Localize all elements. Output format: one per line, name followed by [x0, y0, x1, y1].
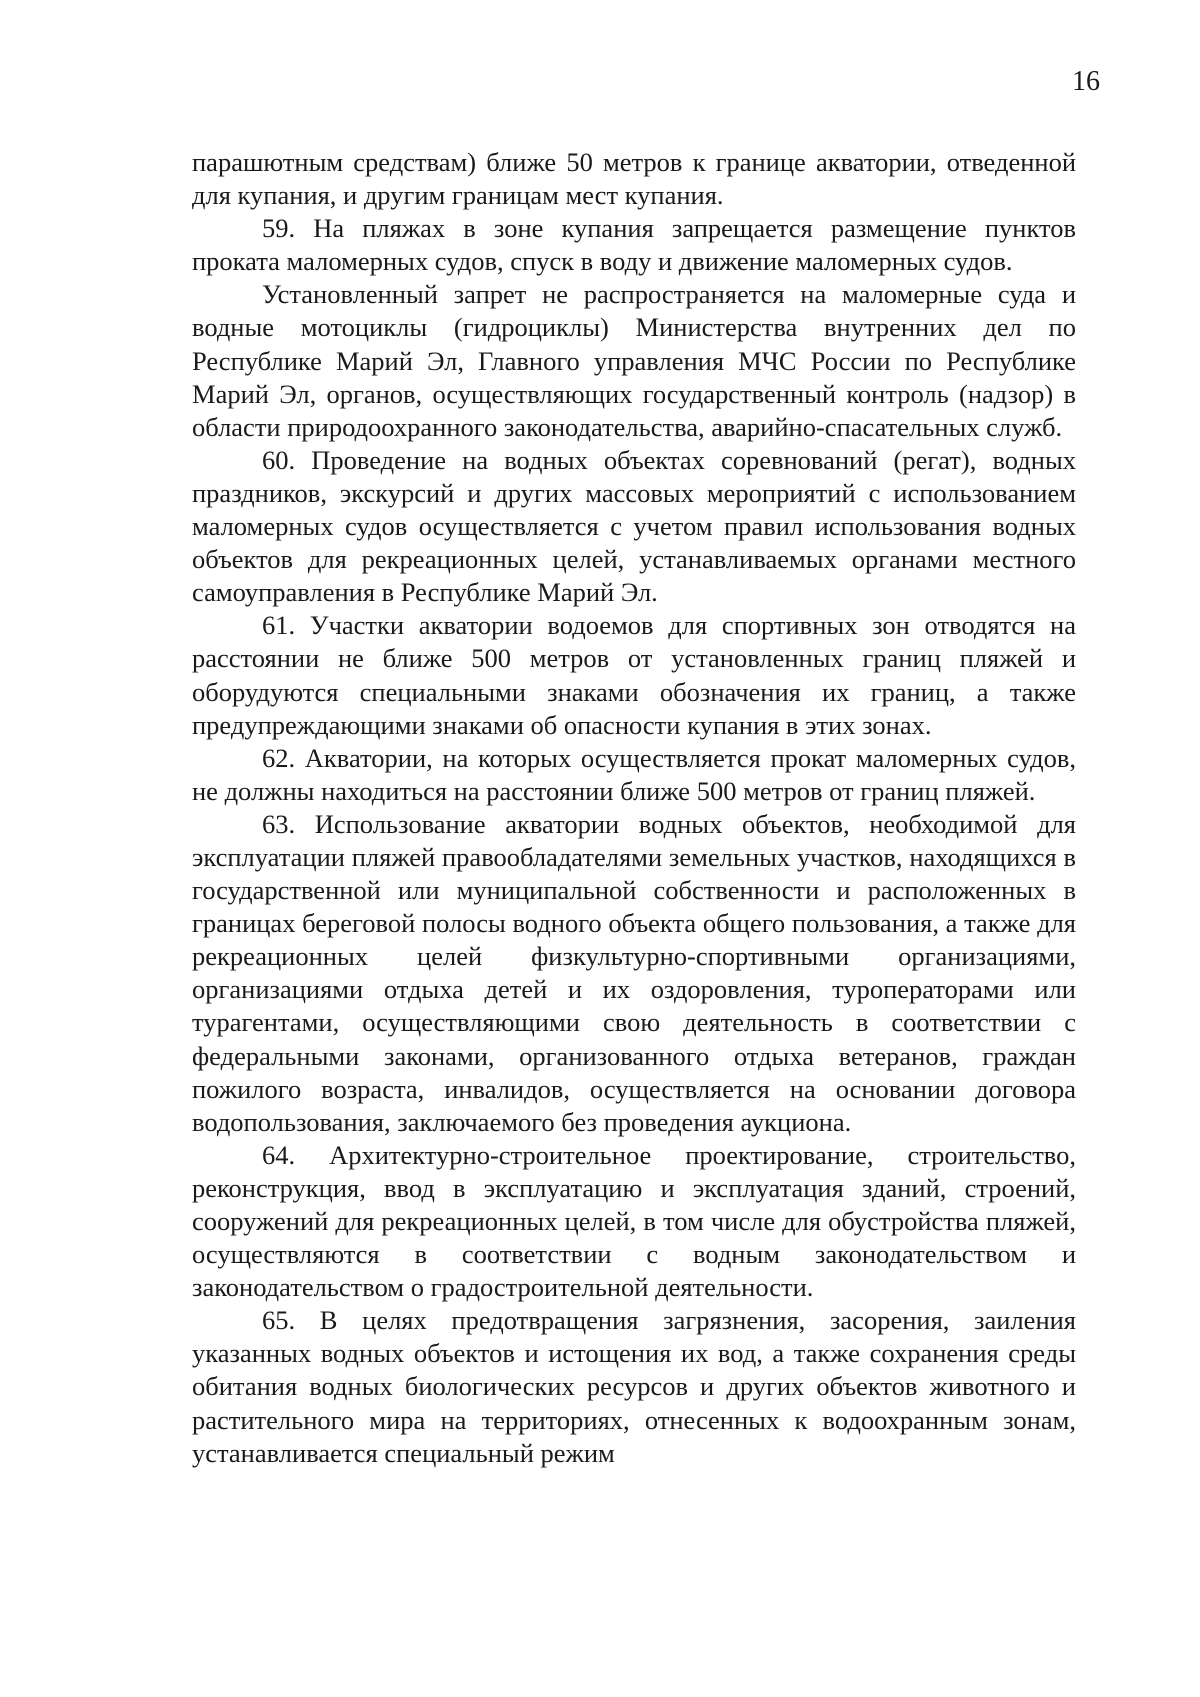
paragraph-59: 59. На пляжах в зоне купания запрещается размещение пунктов проката маломерных судов, спуск в воду и движение маломерных судов.	[192, 213, 1076, 277]
paragraph-59-ban-exception: Установленный запрет не распространяется на маломерные суда и водные мотоциклы (гидроциклы) Министерства внутренних дел по Республике Марий Эл, Главного управления МЧС России по Республике Марий Эл, органов, осуществляющих государственный контроль (надзор) в области природоохранного законодательства, аварийно-спасательных служб.	[192, 279, 1076, 442]
paragraph-continuation: парашютным средствам) ближе 50 метров к границе акватории, отведенной для купания, и другим границам мест купания.	[192, 147, 1076, 211]
paragraph-61: 61. Участки акватории водоемов для спортивных зон отводятся на расстоянии не ближе 500 метров от установленных границ пляжей и оборудуются специальными знаками обозначения их границ, а также предупреждающими знаками об опасности купания в этих зонах.	[192, 610, 1076, 740]
page-number: 16	[1072, 66, 1100, 97]
paragraph-65: 65. В целях предотвращения загрязнения, засорения, заиления указанных водных объектов и истощения их вод, а также сохранения среды обитания водных биологических ресурсов и других объектов животного и растительного мира на территориях, отнесенных к водоохранным зонам, устанавливается специальный режим	[192, 1305, 1076, 1468]
document-body	[192, 146, 1076, 1470]
paragraph-62: 62. Акватории, на которых осуществляется прокат маломерных судов, не должны находиться на расстоянии ближе 500 метров от границ пляжей.	[192, 742, 1076, 806]
paragraph-60: 60. Проведение на водных объектах соревнований (регат), водных праздников, экскурсий и других массовых мероприятий с использованием маломерных судов осуществляется с учетом правил использования водных объектов для рекреационных целей, устанавливаемых органами местного самоуправления в Республике Марий Эл.	[192, 444, 1076, 608]
paragraph-63: 63. Использование акватории водных объектов, необходимой для эксплуатации пляжей правообладателями земельных участков, находящихся в государственной или муниципальной собственности и расположенных в границах береговой полосы водного объекта общего пользования, а также для рекреационных целей физкультурно-спортивными организациями, организациями отдыха детей и их оздоровления, туроператорами или турагентами, осуществляющими свою деятельность в соответствии с федеральными законами, организованного отдыха ветеранов, граждан пожилого возраста, инвалидов, осуществляется на основании договора водопользования, заключаемого без проведения аукциона.	[192, 808, 1076, 1137]
paragraph-64: 64. Архитектурно-строительное проектирование, строительство, реконструкция, ввод в эксплуатацию и эксплуатация зданий, строений, сооружений для рекреационных целей, в том числе для обустройства пляжей, осуществляются в соответствии с водным законодательством и законодательством о градостроительной деятельности.	[192, 1139, 1076, 1303]
